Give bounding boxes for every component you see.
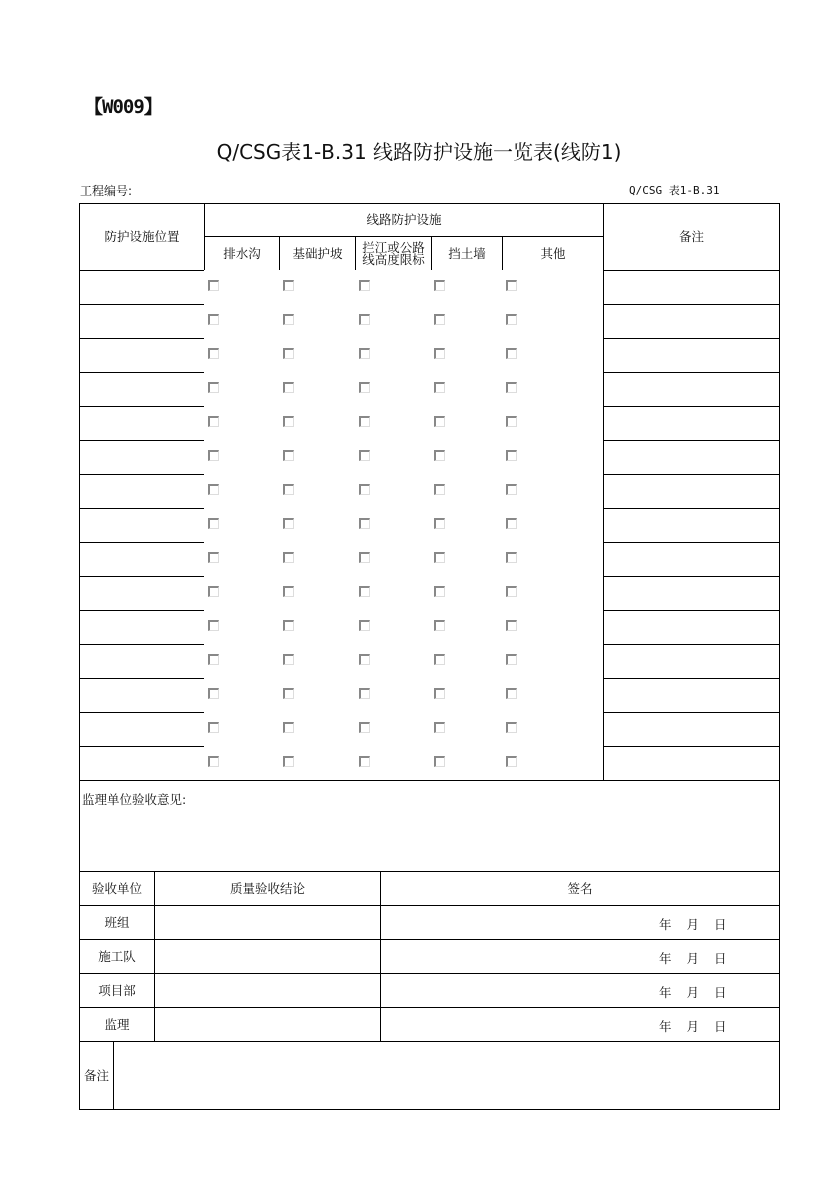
facility-checkbox-1[interactable]: [208, 382, 219, 393]
facility-checkbox-2[interactable]: [283, 654, 294, 665]
facility-checkbox-3[interactable]: [359, 654, 370, 665]
facility-checkbox-2[interactable]: [283, 382, 294, 393]
month-label: 月: [686, 985, 700, 1000]
remarks-field[interactable]: [604, 543, 779, 576]
facility-checkbox-2[interactable]: [283, 586, 294, 597]
facility-checkbox-2[interactable]: [283, 314, 294, 325]
header-remarks: 备注: [678, 229, 704, 244]
remarks-field[interactable]: [604, 475, 779, 508]
facility-checkbox-4[interactable]: [434, 586, 445, 597]
facility-checkbox-3[interactable]: [359, 484, 370, 495]
facility-checkbox-5[interactable]: [506, 484, 517, 495]
remarks-field[interactable]: [604, 407, 779, 440]
quality-conclusion-field[interactable]: [155, 940, 380, 973]
facility-checkbox-1[interactable]: [208, 416, 219, 427]
position-field[interactable]: [80, 407, 204, 440]
facility-checkbox-1[interactable]: [208, 518, 219, 529]
position-field[interactable]: [80, 441, 204, 474]
header-other: 其他: [540, 245, 566, 261]
year-label: 年: [659, 985, 672, 1000]
footer-remarks-label: 备注: [83, 1067, 109, 1083]
header-acceptance-unit: 验收单位: [91, 880, 142, 896]
month-label: 月: [686, 1019, 700, 1034]
facility-checkbox-3[interactable]: [359, 756, 370, 767]
quality-conclusion-field[interactable]: [155, 906, 380, 939]
facility-checkbox-2[interactable]: [283, 518, 294, 529]
facility-checkbox-5[interactable]: [506, 382, 517, 393]
day-label: 日: [714, 1019, 727, 1034]
facility-checkbox-5[interactable]: [506, 688, 517, 699]
facility-checkbox-3[interactable]: [359, 552, 370, 563]
facility-checkbox-3[interactable]: [359, 314, 370, 325]
remarks-field[interactable]: [604, 645, 779, 678]
facility-checkbox-4[interactable]: [434, 382, 445, 393]
facility-checkbox-1[interactable]: [208, 450, 219, 461]
year-label: 年: [659, 951, 672, 966]
header-height-limit-line2: 线高度限标: [362, 251, 425, 267]
header-retaining-wall: 挡土墙: [448, 245, 486, 261]
facility-checkbox-4[interactable]: [434, 722, 445, 733]
facility-checkbox-2[interactable]: [283, 280, 294, 291]
facility-checkbox-1[interactable]: [208, 586, 219, 597]
facility-checkbox-3[interactable]: [359, 348, 370, 359]
divider: [79, 780, 780, 781]
position-field[interactable]: [80, 373, 204, 406]
date-labels: [659, 983, 727, 1001]
day-label: 日: [714, 951, 727, 966]
facility-checkbox-2[interactable]: [283, 722, 294, 733]
acceptance-unit: 施工队: [98, 948, 136, 964]
facility-checkbox-4[interactable]: [434, 620, 445, 631]
facility-checkbox-5[interactable]: [506, 552, 517, 563]
position-field[interactable]: [80, 747, 204, 780]
header-position: 防护设施位置: [104, 229, 180, 244]
acceptance-unit: 班组: [104, 914, 130, 930]
facility-checkbox-1[interactable]: [208, 722, 219, 733]
facility-checkbox-5[interactable]: [506, 756, 517, 767]
facility-checkbox-4[interactable]: [434, 450, 445, 461]
facility-checkbox-1[interactable]: [208, 756, 219, 767]
facility-checkbox-1[interactable]: [208, 280, 219, 291]
acceptance-unit: 项目部: [98, 982, 136, 998]
facility-checkbox-4[interactable]: [434, 484, 445, 495]
date-labels: [659, 1017, 727, 1035]
remarks-field[interactable]: [604, 509, 779, 542]
position-field[interactable]: [80, 339, 204, 372]
form-code: Q/CSG 表1-B.31: [629, 184, 720, 197]
facility-checkbox-5[interactable]: [506, 450, 517, 461]
header-height-limit-marker: [356, 237, 431, 270]
supervisor-opinion-field[interactable]: [80, 810, 779, 870]
remarks-field[interactable]: [604, 373, 779, 406]
facility-checkbox-5[interactable]: [506, 280, 517, 291]
facility-checkbox-3[interactable]: [359, 450, 370, 461]
facility-checkbox-4[interactable]: [434, 348, 445, 359]
facility-checkbox-2[interactable]: [283, 484, 294, 495]
position-field[interactable]: [80, 577, 204, 610]
year-label: 年: [659, 917, 672, 932]
facility-checkbox-5[interactable]: [506, 620, 517, 631]
facility-checkbox-2[interactable]: [283, 348, 294, 359]
facility-checkbox-5[interactable]: [506, 722, 517, 733]
date-labels: [659, 949, 727, 967]
remarks-field[interactable]: [604, 339, 779, 372]
facility-checkbox-1[interactable]: [208, 654, 219, 665]
facility-checkbox-2[interactable]: [283, 688, 294, 699]
remarks-field[interactable]: [604, 305, 779, 338]
date-labels: [659, 915, 727, 933]
remarks-field[interactable]: [604, 271, 779, 304]
facility-checkbox-1[interactable]: [208, 688, 219, 699]
day-label: 日: [714, 985, 727, 1000]
facility-checkbox-2[interactable]: [283, 450, 294, 461]
header-quality-conclusion: 质量验收结论: [229, 880, 305, 896]
header-slope-protection: 基础护坡: [292, 245, 343, 261]
facility-checkbox-4[interactable]: [434, 518, 445, 529]
header-drainage: 排水沟: [223, 245, 261, 261]
facility-checkbox-5[interactable]: [506, 654, 517, 665]
year-label: 年: [659, 1019, 672, 1034]
facility-checkbox-2[interactable]: [283, 552, 294, 563]
position-field[interactable]: [80, 611, 204, 644]
facility-checkbox-4[interactable]: [434, 756, 445, 767]
facility-checkbox-1[interactable]: [208, 620, 219, 631]
quality-conclusion-field[interactable]: [155, 1008, 380, 1041]
position-field[interactable]: [80, 509, 204, 542]
facility-checkbox-3[interactable]: [359, 280, 370, 291]
position-field[interactable]: [80, 645, 204, 678]
facility-checkbox-5[interactable]: [506, 586, 517, 597]
facility-checkbox-3[interactable]: [359, 518, 370, 529]
facility-checkbox-3[interactable]: [359, 382, 370, 393]
facility-checkbox-3[interactable]: [359, 586, 370, 597]
facility-checkbox-4[interactable]: [434, 688, 445, 699]
facility-checkbox-1[interactable]: [208, 314, 219, 325]
month-label: 月: [686, 951, 700, 966]
facility-checkbox-4[interactable]: [434, 416, 445, 427]
facility-checkbox-5[interactable]: [506, 518, 517, 529]
table-border-bottom: [79, 1109, 780, 1110]
facility-checkbox-1[interactable]: [208, 484, 219, 495]
position-field[interactable]: [80, 713, 204, 746]
header-signature: 签名: [567, 880, 593, 896]
facility-checkbox-5[interactable]: [506, 314, 517, 325]
facility-checkbox-4[interactable]: [434, 552, 445, 563]
position-field[interactable]: [80, 305, 204, 338]
facility-checkbox-5[interactable]: [506, 416, 517, 427]
facility-checkbox-1[interactable]: [208, 552, 219, 563]
facility-checkbox-2[interactable]: [283, 620, 294, 631]
facility-checkbox-3[interactable]: [359, 416, 370, 427]
position-field[interactable]: [80, 679, 204, 712]
quality-conclusion-field[interactable]: [155, 974, 380, 1007]
remarks-field[interactable]: [604, 577, 779, 610]
facility-checkbox-3[interactable]: [359, 688, 370, 699]
facility-checkbox-4[interactable]: [434, 654, 445, 665]
remarks-field[interactable]: [604, 611, 779, 644]
day-label: 日: [714, 917, 727, 932]
remarks-field[interactable]: [604, 679, 779, 712]
position-field[interactable]: [80, 543, 204, 576]
document-code: 【W009】: [84, 96, 162, 118]
remarks-field[interactable]: [604, 441, 779, 474]
header-height-limit-line1: 拦江或公路: [362, 239, 425, 255]
page-title: Q/CSG表1-B.31 线路防护设施一览表(线防1): [216, 140, 622, 164]
remarks-field[interactable]: [604, 713, 779, 746]
facility-checkbox-3[interactable]: [359, 620, 370, 631]
facility-checkbox-5[interactable]: [506, 348, 517, 359]
facility-checkbox-1[interactable]: [208, 348, 219, 359]
project-no-label: 工程编号:: [80, 184, 133, 198]
supervisor-opinion-label: 监理单位验收意见:: [82, 792, 187, 807]
facility-checkbox-2[interactable]: [283, 416, 294, 427]
position-field[interactable]: [80, 271, 204, 304]
facility-checkbox-4[interactable]: [434, 280, 445, 291]
remarks-field[interactable]: [604, 747, 779, 780]
facility-checkbox-2[interactable]: [283, 756, 294, 767]
acceptance-unit: 监理: [104, 1016, 130, 1032]
header-facilities: 线路防护设施: [366, 212, 442, 227]
position-field[interactable]: [80, 475, 204, 508]
month-label: 月: [686, 917, 700, 932]
footer-remarks-field[interactable]: [114, 1042, 779, 1109]
facility-checkbox-3[interactable]: [359, 722, 370, 733]
facility-checkbox-4[interactable]: [434, 314, 445, 325]
